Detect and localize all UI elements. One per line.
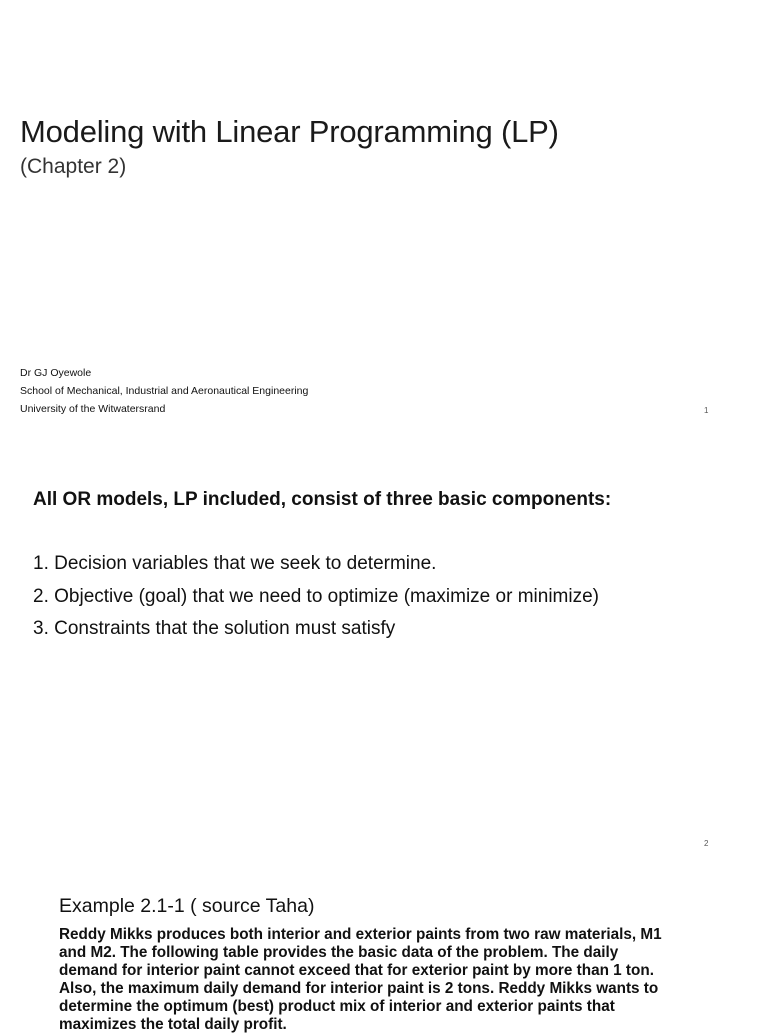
page-number: 2 bbox=[704, 839, 709, 848]
author-info bbox=[20, 364, 308, 418]
example-title: Example 2.1-1 ( source Taha) bbox=[59, 895, 315, 917]
components-heading: All OR models, LP included, consist of three basic components: bbox=[33, 489, 612, 510]
list-item: 1. Decision variables that we seek to determine. bbox=[33, 553, 437, 574]
body-line: and M2. The following table provides the basic data of the problem. The daily bbox=[59, 944, 619, 961]
body-line: Reddy Mikks produces both interior and exterior paints from two raw materials, M1 bbox=[59, 926, 662, 943]
body-line: demand for interior paint cannot exceed that for exterior paint by more than 1 ton. bbox=[59, 962, 654, 979]
slide-1 bbox=[0, 0, 768, 432]
body-line: determine the optimum (best) product mix of interior and exterior paints that bbox=[59, 998, 615, 1015]
components-list bbox=[33, 553, 599, 651]
slide-2 bbox=[0, 432, 768, 864]
body-line: maximizes the total daily profit. bbox=[59, 1016, 287, 1033]
author-university: University of the Witwatersrand bbox=[20, 403, 166, 415]
page-number: 1 bbox=[704, 406, 709, 415]
slide-title: Modeling with Linear Programming (LP) bbox=[20, 114, 559, 149]
author-school: School of Mechanical, Industrial and Aeronautical Engineering bbox=[20, 385, 309, 397]
list-item: 2. Objective (goal) that we need to optimize (maximize or minimize) bbox=[33, 585, 599, 607]
author-name: Dr GJ Oyewole bbox=[20, 367, 92, 379]
slide-3 bbox=[0, 864, 768, 1033]
slide-subtitle: (Chapter 2) bbox=[20, 155, 127, 178]
body-line: Also, the maximum daily demand for interior paint is 2 tons. Reddy Mikks wants to bbox=[59, 980, 659, 997]
example-body bbox=[59, 926, 719, 1034]
list-item: 3. Constraints that the solution must satisfy bbox=[33, 618, 396, 639]
